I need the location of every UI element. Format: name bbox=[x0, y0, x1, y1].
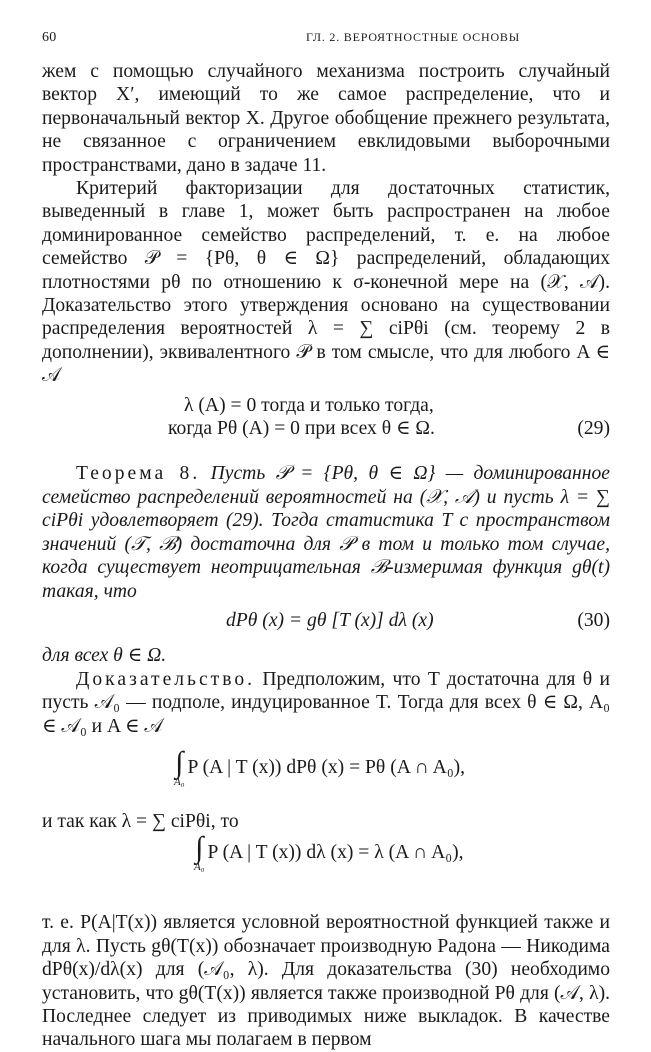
equation-30-formula: dPθ (x) = gθ [T (x)] dλ (x) bbox=[226, 609, 434, 631]
integral-1-lower: A₀ bbox=[174, 775, 185, 788]
equation-29-line1 bbox=[42, 394, 610, 417]
theorem-8 bbox=[42, 462, 610, 602]
equation-30-number: (30) bbox=[577, 609, 610, 631]
integral-sign: ∫ A₀ bbox=[194, 831, 205, 874]
integral-2 bbox=[42, 833, 610, 895]
integral-1-formula: P (A | T (x)) dPθ (x) = Pθ (A ∩ A₀), bbox=[187, 756, 466, 778]
paragraph-last: т. е. P(A|T(x)) является условной вероятностной функцией также и для λ. Пусть gθ(T(x)) обозначает производную Радона — Никодима dPθ(x)/dλ(x) для (𝒜₀, λ). Для доказательства (30) необходимо установить, что gθ(T(x)) является также производной Pθ для (𝒜, λ). Последнее следует из приводимых ниже выкладок. В качестве начального шага мы полагаем в первом bbox=[42, 912, 610, 1051]
proof-text: Предположим, что T достаточна для θ и пусть 𝒜₀ — подполе, индуцированное T. Тогда для всех θ ∈ Ω, A₀ ∈ 𝒜₀ и A ∈ 𝒜 bbox=[42, 668, 610, 737]
and-since: и так как λ = ∑ ciPθi, то bbox=[42, 810, 239, 832]
equation-29-text-2: когда Pθ (A) = 0 при всех θ ∈ Ω. bbox=[168, 418, 435, 440]
theorem-8-text: Пусть 𝒫 = {Pθ, θ ∈ Ω} — доминированное семейство распределений вероятностей на (𝒳, 𝒜) и пусть λ = ∑ ciPθi удовлетворяет (29). Тогда статистика T с пространством значений (𝒯, ℬ) достаточна для 𝒫 в том и только том случае, когда существует неотрицательная ℬ-измеримая функция gθ(t) такая, что bbox=[42, 463, 610, 602]
paragraph-2: Критерий факторизации для достаточных статистик, выведенный в главе 1, может быть распространен на любое доминированное семейство распределений, т. е. на любое семейство 𝒫 = {Pθ, θ ∈ Ω} распределений, обладающих плотностями pθ по отношению к σ-конечной мере на (𝒳, 𝒜). Доказательство этого утверждения основано на существовании распределения вероятностей λ = ∑ ciPθi (см. теорему 2 в дополнении), эквивалентного 𝒫 в том смысле, что для любого A ∈ 𝒜 bbox=[42, 178, 610, 387]
page bbox=[42, 30, 610, 1052]
paragraph-1: жем с помощью случайного механизма построить случайный вектор X′, имеющий то же самое распределение, что и первоначальный вектор X. Другое обобщение прежнего результата, не связанное с ограничением евклидовыми выборочными пространствами, дано в задаче 11. bbox=[42, 61, 610, 176]
page-header bbox=[42, 30, 610, 60]
integral-1 bbox=[42, 745, 610, 810]
equation-29-text-1: λ (A) = 0 тогда и только тогда, bbox=[184, 394, 434, 416]
equation-29-line2 bbox=[42, 417, 610, 440]
integral-2-lower: A₀ bbox=[194, 861, 205, 874]
page-number: 60 bbox=[42, 30, 57, 45]
integral-2-formula: P (A | T (x)) dλ (x) = λ (A ∩ A₀), bbox=[207, 842, 464, 864]
integral-sign: ∫ A₀ bbox=[174, 745, 185, 788]
equation-30 bbox=[42, 609, 610, 632]
theorem-8-label: Теорема 8. bbox=[76, 463, 201, 485]
for-all-theta: для всех θ ∈ Ω. bbox=[42, 645, 167, 667]
proof bbox=[42, 668, 610, 738]
proof-label: Доказательство. bbox=[76, 668, 256, 690]
chapter-title: ГЛ. 2. ВЕРОЯТНОСТНЫЕ ОСНОВЫ bbox=[306, 30, 520, 44]
equation-29-number: (29) bbox=[577, 418, 610, 440]
